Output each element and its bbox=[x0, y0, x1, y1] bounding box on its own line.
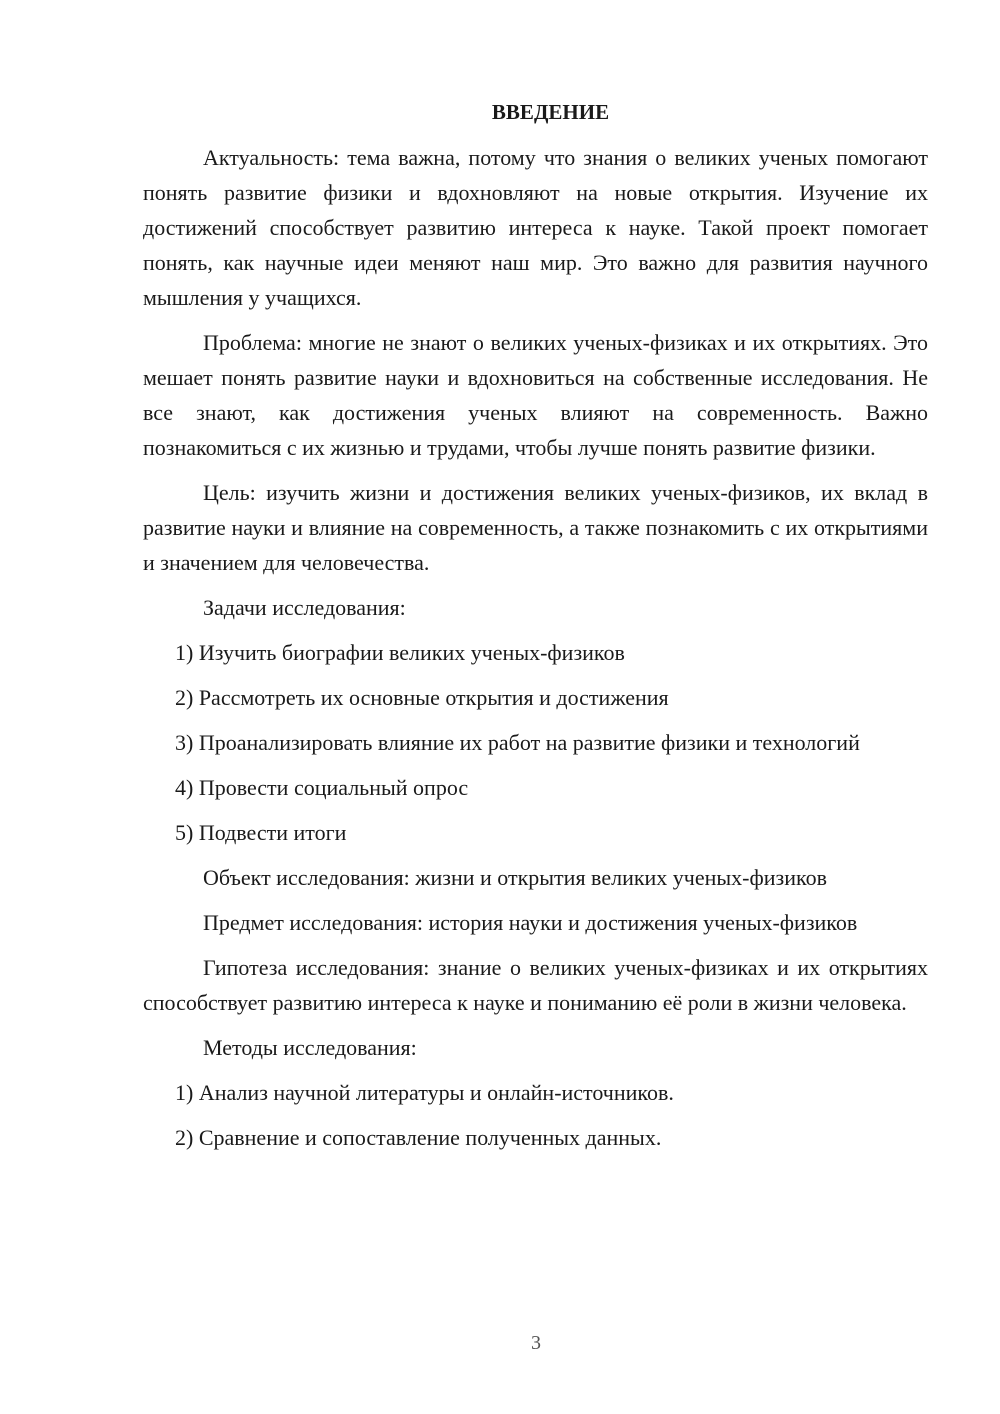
page-number: 3 bbox=[531, 1332, 541, 1354]
goal-paragraph: Цель: изучить жизни и достижения великих ученых-физиков, их вклад в развитие науки и влияние на современность, а также познакомить с их открытиями и значением для человечества. bbox=[143, 480, 928, 575]
hypothesis-paragraph: Гипотеза исследования: знание о великих ученых-физиках и их открытиях способствует развитию интереса к науке и пониманию её роли в жизни человека. bbox=[143, 955, 928, 1015]
task-item-4: 4) Провести социальный опрос bbox=[175, 775, 469, 800]
task-item-1: 1) Изучить биографии великих ученых-физиков bbox=[175, 640, 625, 665]
method-item-1: 1) Анализ научной литературы и онлайн-источников. bbox=[175, 1080, 674, 1105]
methods-heading: Методы исследования: bbox=[203, 1035, 417, 1060]
object-paragraph: Объект исследования: жизни и открытия великих ученых-физиков bbox=[203, 865, 827, 890]
tasks-heading: Задачи исследования: bbox=[203, 595, 406, 620]
document-page bbox=[143, 95, 928, 1165]
method-item-2: 2) Сравнение и сопоставление полученных данных. bbox=[175, 1125, 662, 1150]
task-item-2: 2) Рассмотреть их основные открытия и достижения bbox=[175, 685, 669, 710]
task-item-5: 5) Подвести итоги bbox=[175, 820, 347, 845]
subject-paragraph: Предмет исследования: история науки и достижения ученых-физиков bbox=[203, 910, 858, 935]
page-title: ВВЕДЕНИЕ bbox=[491, 100, 610, 124]
problem-paragraph: Проблема: многие не знают о великих ученых-физиках и их открытиях. Это мешает понять развитие науки и вдохновиться на собственные исследования. Не все знают, как достижения ученых влияют на современность. Важно познакомиться с их жизнью и трудами, чтобы лучше понять развитие физики. bbox=[143, 330, 928, 460]
relevance-paragraph: Актуальность: тема важна, потому что знания о великих ученых помогают понять развитие физики и вдохновляют на новые открытия. Изучение их достижений способствует развитию интереса к науке. Такой проект помогает понять, как научные идеи меняют наш мир. Это важно для развития научного мышления у учащихся. bbox=[143, 145, 928, 310]
task-item-3: 3) Проанализировать влияние их работ на развитие физики и технологий bbox=[175, 730, 860, 755]
